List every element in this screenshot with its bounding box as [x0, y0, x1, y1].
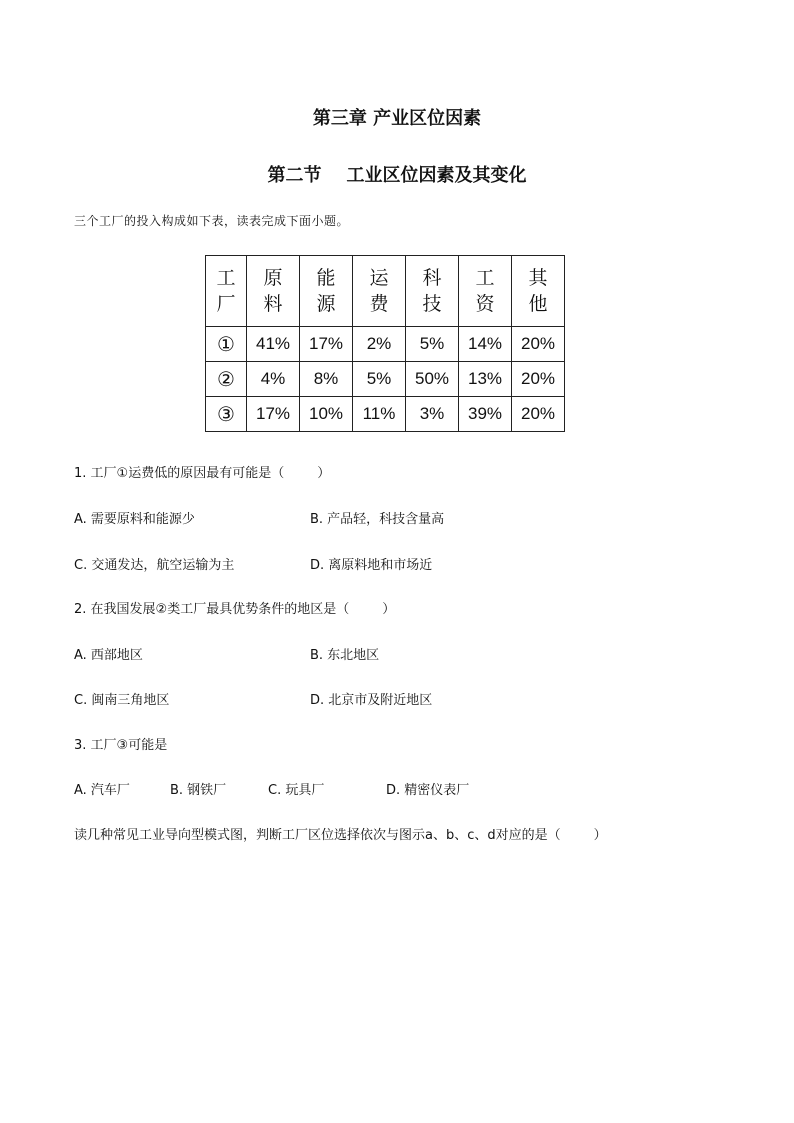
- question-2-option-d[interactable]: D. 北京市及附近地区: [310, 693, 433, 708]
- table-cell: 5%: [406, 327, 459, 362]
- header-technology: 科技: [406, 256, 459, 327]
- question-2-option-c[interactable]: C. 闽南三角地区: [74, 693, 170, 708]
- section-title: 第二节 工业区位因素及其变化: [267, 165, 527, 186]
- table-cell: 41%: [247, 327, 300, 362]
- header-wages: 工资: [459, 256, 512, 327]
- table-cell: 50%: [406, 362, 459, 397]
- table-row: [206, 362, 565, 397]
- question-1-option-c[interactable]: C. 交通发达，航空运输为主: [74, 558, 235, 573]
- header-other: 其他: [512, 256, 565, 327]
- table-cell: 8%: [300, 362, 353, 397]
- header-factory: 工厂: [206, 256, 247, 327]
- question-3-option-a[interactable]: A. 汽车厂: [74, 783, 130, 798]
- row-label: ①: [206, 327, 247, 362]
- question-3-option-c[interactable]: C. 玩具厂: [268, 783, 325, 798]
- header-raw-material: 原料: [247, 256, 300, 327]
- question-2-option-a[interactable]: A. 西部地区: [74, 648, 143, 663]
- table-row: [206, 327, 565, 362]
- question-3-stem: 3. 工厂③可能是: [74, 738, 168, 753]
- table-cell: 3%: [406, 397, 459, 432]
- table-cell: 17%: [247, 397, 300, 432]
- question-2-stem: 2. 在我国发展②类工厂最具优势条件的地区是（ ）: [74, 602, 396, 617]
- chapter-title: 第三章 产业区位因素: [312, 108, 482, 129]
- question-3-option-d[interactable]: D. 精密仪表厂: [386, 783, 470, 798]
- question-1-option-d[interactable]: D. 离原料地和市场近: [310, 558, 433, 573]
- row-label: ③: [206, 397, 247, 432]
- table-cell: 39%: [459, 397, 512, 432]
- table-cell: 20%: [512, 327, 565, 362]
- table-cell: 20%: [512, 397, 565, 432]
- table-cell: 13%: [459, 362, 512, 397]
- question-3-option-b[interactable]: B. 钢铁厂: [170, 783, 227, 798]
- table-cell: 17%: [300, 327, 353, 362]
- row-label: ②: [206, 362, 247, 397]
- question-1-option-b[interactable]: B. 产品轻，科技含量高: [310, 512, 445, 527]
- table-cell: 4%: [247, 362, 300, 397]
- question-1-stem: 1. 工厂①运费低的原因最有可能是（ ）: [74, 466, 331, 481]
- table-cell: 20%: [512, 362, 565, 397]
- header-freight: 运费: [353, 256, 406, 327]
- intro-text: 三个工厂的投入构成如下表，读表完成下面小题。: [74, 214, 350, 228]
- table-cell: 14%: [459, 327, 512, 362]
- table-cell: 10%: [300, 397, 353, 432]
- table-cell: 5%: [353, 362, 406, 397]
- header-energy: 能源: [300, 256, 353, 327]
- table-cell: 2%: [353, 327, 406, 362]
- question-1-option-a[interactable]: A. 需要原料和能源少: [74, 512, 195, 527]
- question-2-option-b[interactable]: B. 东北地区: [310, 648, 380, 663]
- table-row: [206, 397, 565, 432]
- table-header-row: [206, 256, 565, 327]
- table-cell: 11%: [353, 397, 406, 432]
- final-prompt: 读几种常见工业导向型模式图，判断工厂区位选择依次与图示a、b、c、d对应的是（ ）: [74, 828, 607, 843]
- factory-input-table: [205, 255, 565, 432]
